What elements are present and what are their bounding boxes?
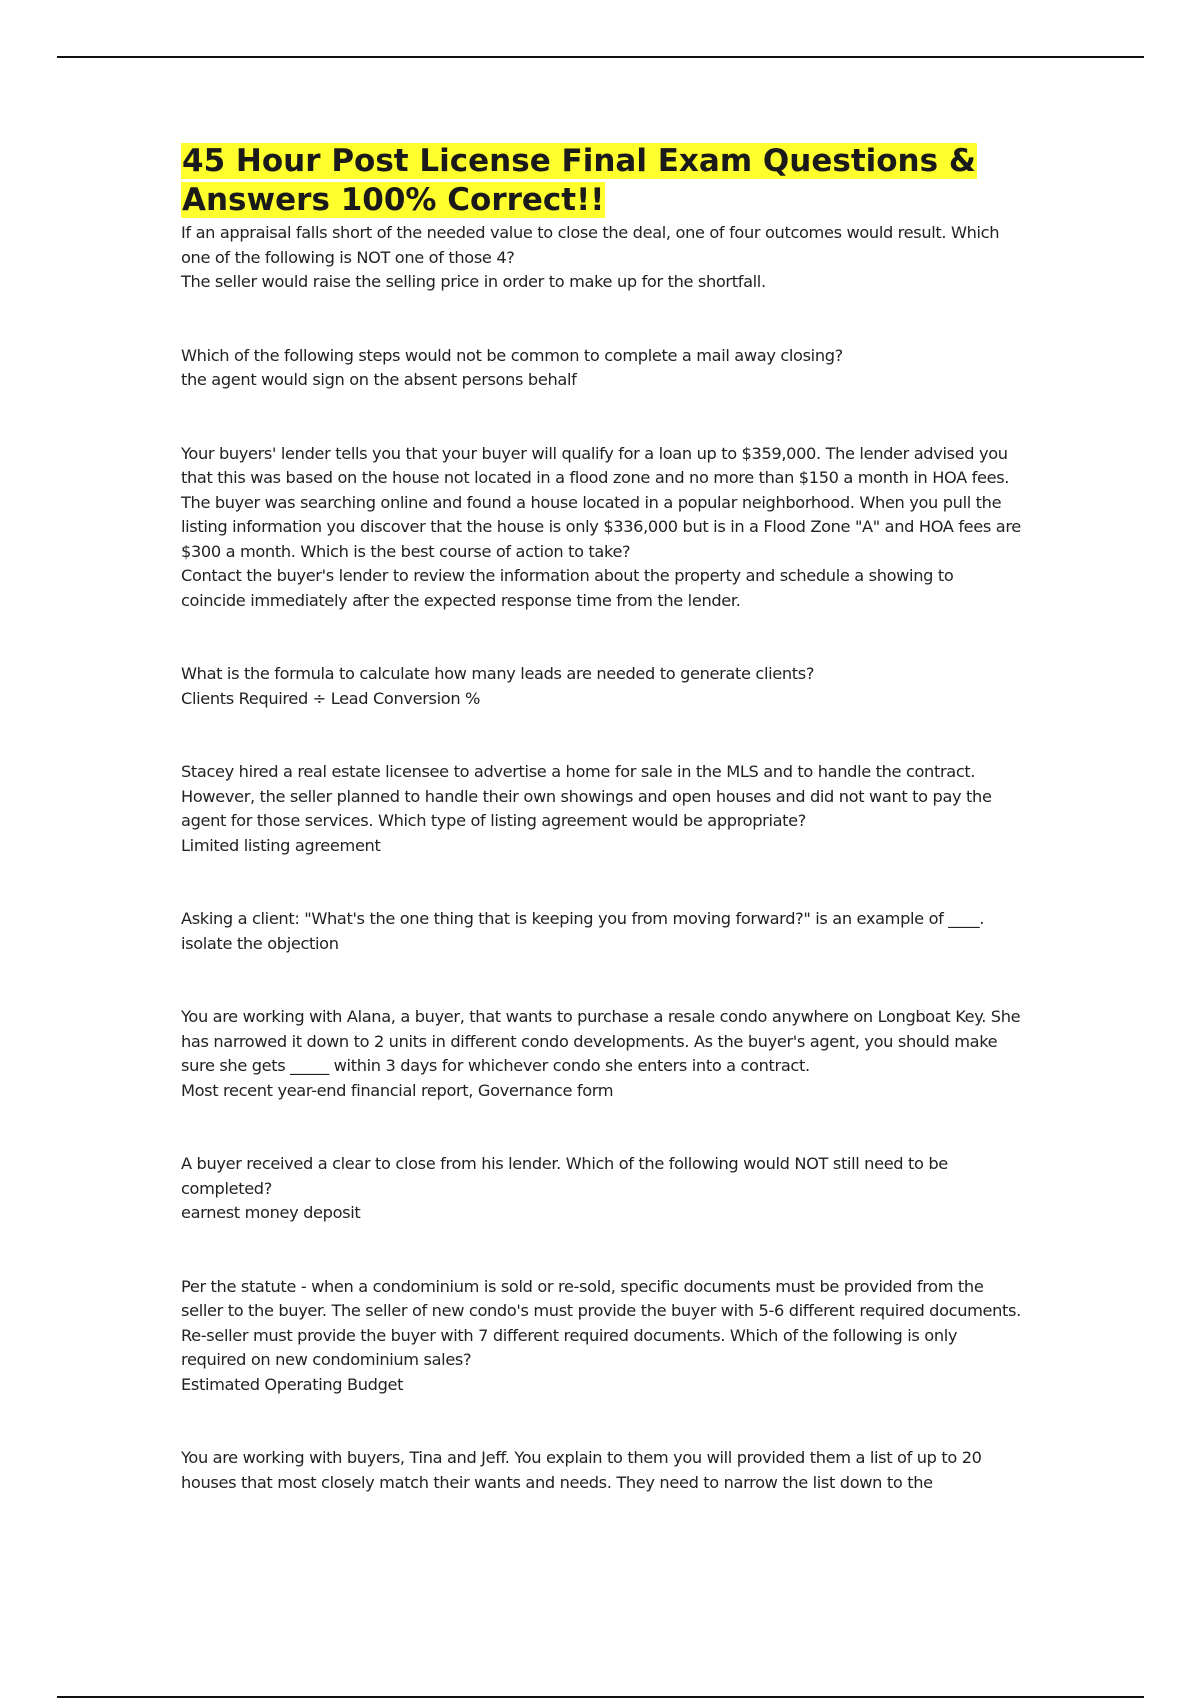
top-rule: [57, 56, 1144, 58]
qa-item: [181, 344, 1021, 393]
bottom-rule: [57, 1696, 1144, 1698]
qa-item: [181, 907, 1021, 956]
answer-text: Clients Required ÷ Lead Conversion %: [181, 688, 481, 708]
answer-text: isolate the objection: [181, 933, 339, 953]
qa-item: [181, 442, 1021, 614]
document-title: [181, 142, 1021, 220]
question-text: You are working with buyers, Tina and Jeff. You explain to them you will provided them a list of up to 20 houses that most closely match their wants and needs. They need to narrow the list down to the: [181, 1448, 982, 1492]
question-text: Your buyers' lender tells you that your buyer will qualify for a loan up to $359,000. The lender advised you that this was based on the house not located in a flood zone and no more than $150 a month in HOA fees. The buyer was searching online and found a house located in a popular neighborhood. When you pull the listing information you discover that the house is only $336,000 but is in a Flood Zone "A" and HOA fees are $300 a month. Which is the best course of action to take?: [181, 443, 1021, 561]
document-body: [181, 142, 1021, 1544]
answer-text: Most recent year-end financial report, Governance form: [181, 1080, 614, 1100]
qa-item: [181, 1446, 1021, 1495]
qa-item: [181, 1275, 1021, 1398]
question-text: Asking a client: "What's the one thing that is keeping you from moving forward?" is an example of ____.: [181, 909, 985, 928]
answer-text: Contact the buyer's lender to review the information about the property and schedule a showing to coincide immediately after the expected response time from the lender.: [181, 566, 954, 610]
question-text: Which of the following steps would not be common to complete a mail away closing?: [181, 345, 843, 365]
qa-item: [181, 760, 1021, 858]
question-text: A buyer received a clear to close from his lender. Which of the following would NOT still need to be completed?: [181, 1154, 948, 1198]
question-text: Stacey hired a real estate licensee to advertise a home for sale in the MLS and to handle the contract. However, the seller planned to handle their own showings and open houses and did not want to pay the agent for those services. Which type of listing agreement would be appropriate?: [181, 762, 992, 830]
question-text: What is the formula to calculate how many leads are needed to generate clients?: [181, 664, 815, 683]
question-text: If an appraisal falls short of the needed value to close the deal, one of four outcomes would result. Which one of the following is NOT one of those 4?: [181, 223, 1000, 267]
answer-text: Estimated Operating Budget: [181, 1374, 404, 1394]
answer-text: earnest money deposit: [181, 1203, 361, 1222]
qa-item: [181, 662, 1021, 711]
answer-text: The seller would raise the selling price in order to make up for the shortfall.: [181, 272, 766, 291]
qa-item: [181, 221, 1021, 295]
answer-text: Limited listing agreement: [181, 835, 381, 855]
question-text: Per the statute - when a condominium is sold or re-sold, specific documents must be provided from the seller to the buyer. The seller of new condo's must provide the buyer with 5-6 different required documents. Re-seller must provide the buyer with 7 different required documents. Which of the following is only required on new condominium sales?: [181, 1276, 1021, 1369]
question-text: You are working with Alana, a buyer, that wants to purchase a resale condo anywhere on Longboat Key. She has narrowed it down to 2 units in different condo developments. As the buyer's agent, you should make sure she gets _____ within 3 days for whichever condo she enters into a contract.: [181, 1007, 1021, 1075]
qa-item: [181, 1005, 1021, 1103]
qa-item: [181, 1152, 1021, 1226]
title-highlight: 45 Hour Post License Final Exam Questions & Answers 100% Correct!!: [182, 143, 976, 218]
answer-text: the agent would sign on the absent persons behalf: [181, 370, 577, 389]
